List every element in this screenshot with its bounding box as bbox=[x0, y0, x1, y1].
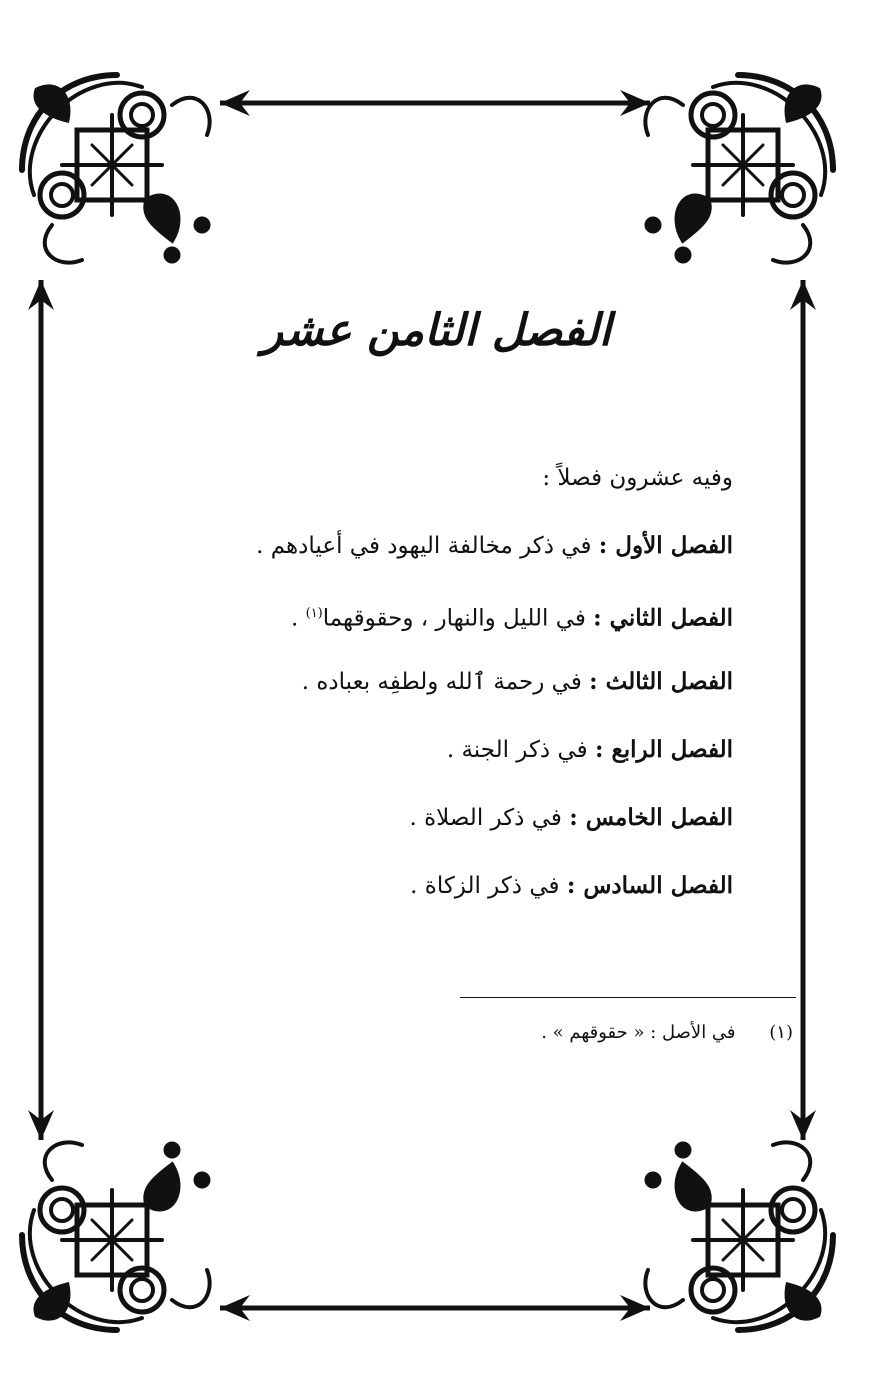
section-text: في رحمة ٱلله ولطفِه بعباده . bbox=[301, 669, 582, 695]
chapter-title: الفصل الثامن عشر bbox=[261, 305, 612, 356]
chapter-contents bbox=[133, 460, 733, 936]
section-line bbox=[133, 596, 733, 632]
section-label: الفصل الأول : bbox=[598, 532, 733, 559]
footnote-separator bbox=[460, 997, 796, 998]
section-line bbox=[133, 664, 733, 700]
section-text-end: . bbox=[290, 605, 306, 632]
footnote bbox=[293, 1022, 793, 1043]
section-line bbox=[133, 868, 733, 904]
footnote-text: في الأصل : « حقوقهم » . bbox=[541, 1022, 736, 1043]
section-text: في ذكر الجنة . bbox=[446, 737, 588, 763]
footnote-number: (١) bbox=[769, 1022, 793, 1043]
footnote-marker: (١) bbox=[305, 606, 323, 621]
section-text: في ذكر الصلاة . bbox=[409, 805, 562, 831]
section-label: الفصل الثاني : bbox=[593, 604, 733, 632]
section-text: في ذكر مخالفة اليهود في أعيادهم . bbox=[256, 533, 592, 559]
section-label: الفصل الرابع : bbox=[594, 736, 733, 763]
section-line bbox=[133, 528, 733, 564]
section-label: الفصل الخامس : bbox=[569, 804, 733, 831]
section-line bbox=[133, 732, 733, 768]
section-text: في الليل والنهار ، وحقوقهما bbox=[322, 605, 586, 632]
section-text: في ذكر الزكاة . bbox=[410, 873, 560, 899]
intro-text: وفيه عشرون فصلاً : bbox=[542, 465, 733, 491]
section-label: الفصل الثالث : bbox=[589, 668, 733, 695]
section-line bbox=[133, 800, 733, 836]
section-label: الفصل السادس : bbox=[566, 872, 733, 899]
